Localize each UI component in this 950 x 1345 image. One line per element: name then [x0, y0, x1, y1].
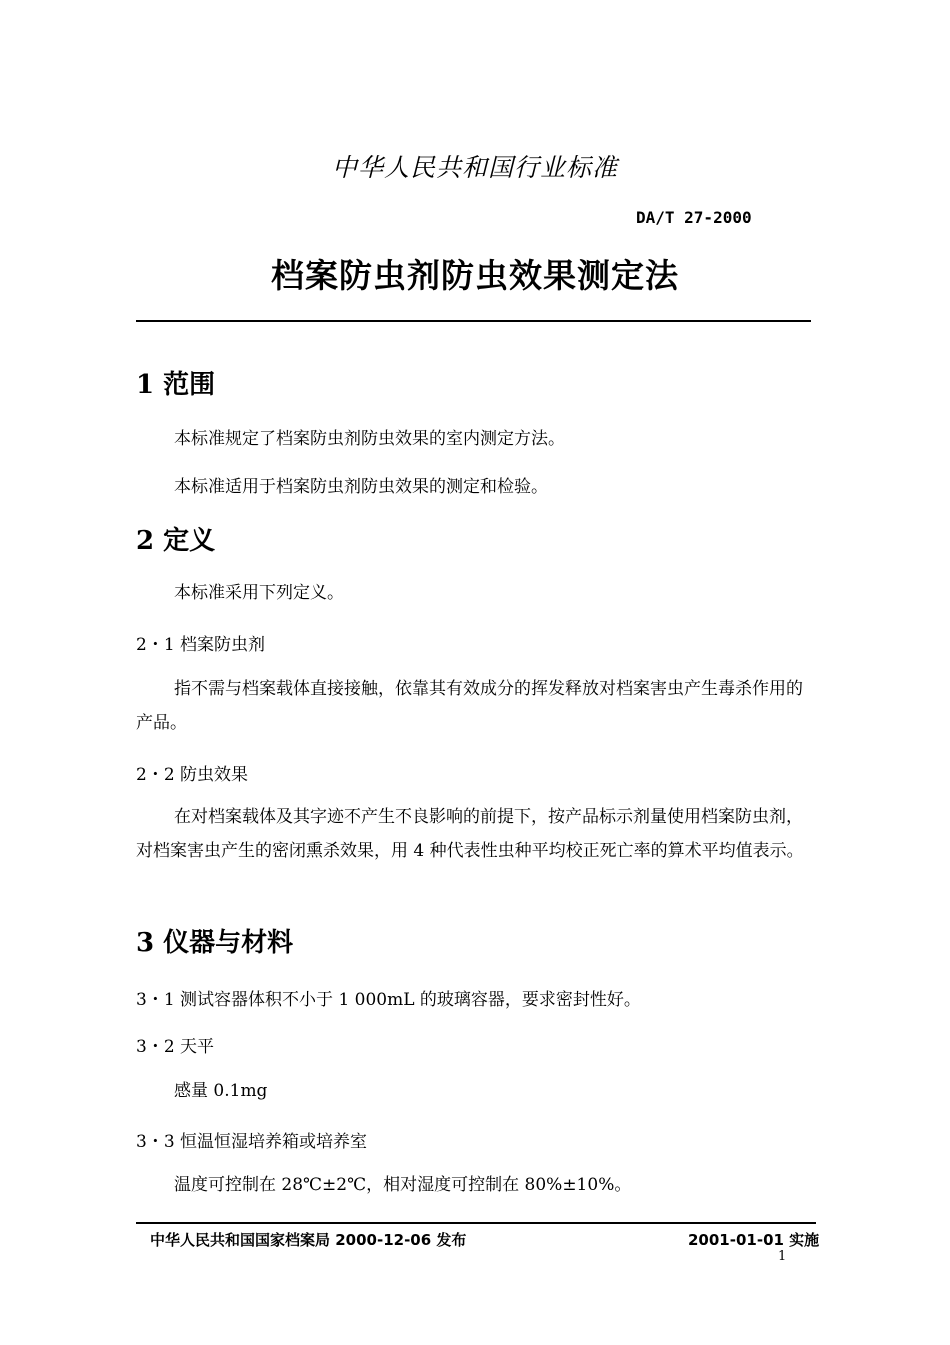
standard-code: DA/T 27-2000 [636, 208, 752, 227]
clause-3-2-label: 3・2 天平 [136, 1037, 215, 1057]
clause-2-1-label: 2・1 档案防虫剂 [136, 635, 266, 655]
section-2-heading: 2 定义 [136, 526, 216, 556]
document-title: 档案防虫剂防虫效果测定法 [271, 256, 679, 295]
section-1-heading: 1 范围 [136, 370, 216, 400]
clause-3-1: 3・1 测试容器体积不小于 1 000mL 的玻璃容器，要求密封性好。 [136, 990, 641, 1010]
clause-2-2-text: 在对档案载体及其字迹不产生不良影响的前提下，按产品标示剂量使用档案防虫剂，对档案害虫产生的密闭熏杀效果，用 4 种代表性虫种平均校正死亡率的算术平均值表示。 [136, 807, 804, 861]
section-1-paragraph-2: 本标准适用于档案防虫剂防虫效果的测定和检验。 [174, 477, 548, 497]
clause-2-2-label: 2・2 防虫效果 [136, 765, 249, 785]
clause-2-1-text: 指不需与档案载体直接接触，依靠其有效成分的挥发释放对档案害虫产生毒杀作用的产品。 [136, 679, 803, 733]
footer-issuer: 中华人民共和国国家档案局 2000-12-06 发布 [150, 1231, 467, 1249]
standard-type: 中华人民共和国行业标准 [331, 153, 618, 182]
footer-divider [136, 1222, 816, 1224]
clause-3-2-text: 感量 0.1mg [174, 1081, 268, 1101]
section-2-paragraph-1: 本标准采用下列定义。 [174, 583, 344, 603]
page-number: 1 [778, 1249, 787, 1264]
clause-3-3-text: 温度可控制在 28℃±2℃，相对湿度可控制在 80%±10%。 [174, 1175, 632, 1195]
title-divider [136, 320, 811, 322]
footer-effective-date: 2001-01-01 实施 [688, 1231, 820, 1249]
clause-3-3-label: 3・3 恒温恒湿培养箱或培养室 [136, 1132, 368, 1152]
section-1-paragraph-1: 本标准规定了档案防虫剂防虫效果的室内测定方法。 [174, 429, 565, 449]
section-3-heading: 3 仪器与材料 [136, 928, 294, 958]
